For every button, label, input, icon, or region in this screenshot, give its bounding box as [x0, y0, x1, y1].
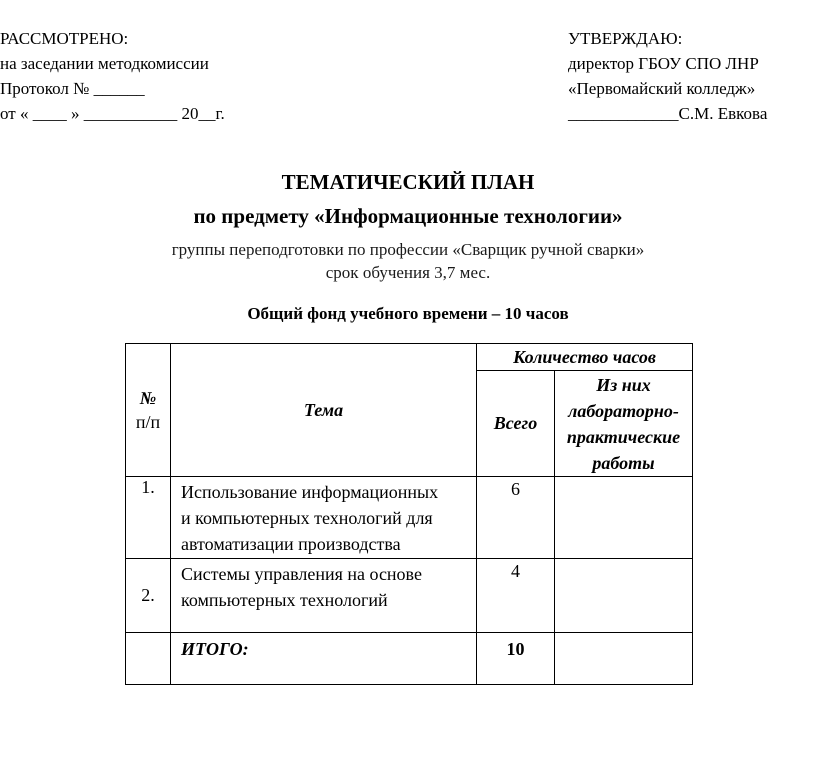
total-row-lab-hours — [555, 633, 693, 685]
commission-meeting-text: на заседании методкомиссии — [0, 54, 209, 73]
training-term: срок обучения 3,7 мес. — [325, 263, 491, 282]
table-row — [126, 559, 693, 633]
thematic-plan-table — [125, 343, 693, 685]
director-signature-line: _____________С.М. Евкова — [568, 104, 768, 123]
header-lab-cell — [555, 371, 693, 477]
group-description: группы переподготовки по профессии «Сварщик ручной сварки» — [171, 240, 645, 259]
row-topic-line: и компьютерных технологий для — [181, 508, 433, 528]
header-lab-line4: работы — [592, 452, 655, 473]
approve-label: УТВЕРЖДАЮ: — [568, 29, 683, 48]
row-topic — [171, 477, 477, 559]
row-number: 2. — [126, 559, 171, 633]
row-topic-line: компьютерных технологий — [181, 590, 388, 610]
row-topic-line: автоматизации производства — [181, 534, 401, 554]
header-quantity-cell: Количество часов — [477, 344, 693, 371]
row-topic-line: Системы управления на основе — [181, 564, 422, 584]
table-header-row — [126, 344, 693, 371]
row-lab-hours — [555, 477, 693, 559]
considered-label: РАССМОТРЕНО: — [0, 29, 129, 48]
protocol-date-text: от « ____ » ___________ 20__г. — [0, 104, 225, 123]
row-total-hours: 6 — [477, 477, 555, 559]
document-title: ТЕМАТИЧЕСКИЙ ПЛАН — [281, 170, 535, 194]
total-row-hours: 10 — [477, 633, 555, 685]
header-lab-line1: Из них — [596, 374, 651, 395]
row-number: 1. — [126, 477, 171, 559]
approval-right-block — [568, 26, 767, 126]
header-number-sub: п/п — [135, 412, 161, 432]
director-title-text: директор ГБОУ СПО ЛНР — [568, 54, 759, 73]
table-row — [126, 477, 693, 559]
row-lab-hours — [555, 559, 693, 633]
protocol-number-text: Протокол № ______ — [0, 79, 145, 98]
header-lab-line3: практические — [566, 426, 681, 447]
approval-left-block — [0, 26, 225, 126]
total-row-label: ИТОГО: — [171, 633, 477, 685]
row-topic — [171, 559, 477, 633]
total-study-time: Общий фонд учебного времени – 10 часов — [247, 304, 569, 323]
college-name-text: «Первомайский колледж» — [568, 79, 756, 98]
document-subtitle: по предмету «Информационные технологии» — [193, 204, 623, 228]
header-total-cell: Всего — [477, 371, 555, 477]
header-number-cell — [126, 344, 171, 477]
total-row-number — [126, 633, 171, 685]
header-topic-cell: Тема — [171, 344, 477, 477]
table-total-row — [126, 633, 693, 685]
header-number-symbol: № — [139, 388, 157, 408]
row-total-hours: 4 — [477, 559, 555, 633]
row-topic-line: Использование информационных — [181, 482, 439, 502]
header-lab-line2: лабораторно- — [568, 400, 679, 421]
